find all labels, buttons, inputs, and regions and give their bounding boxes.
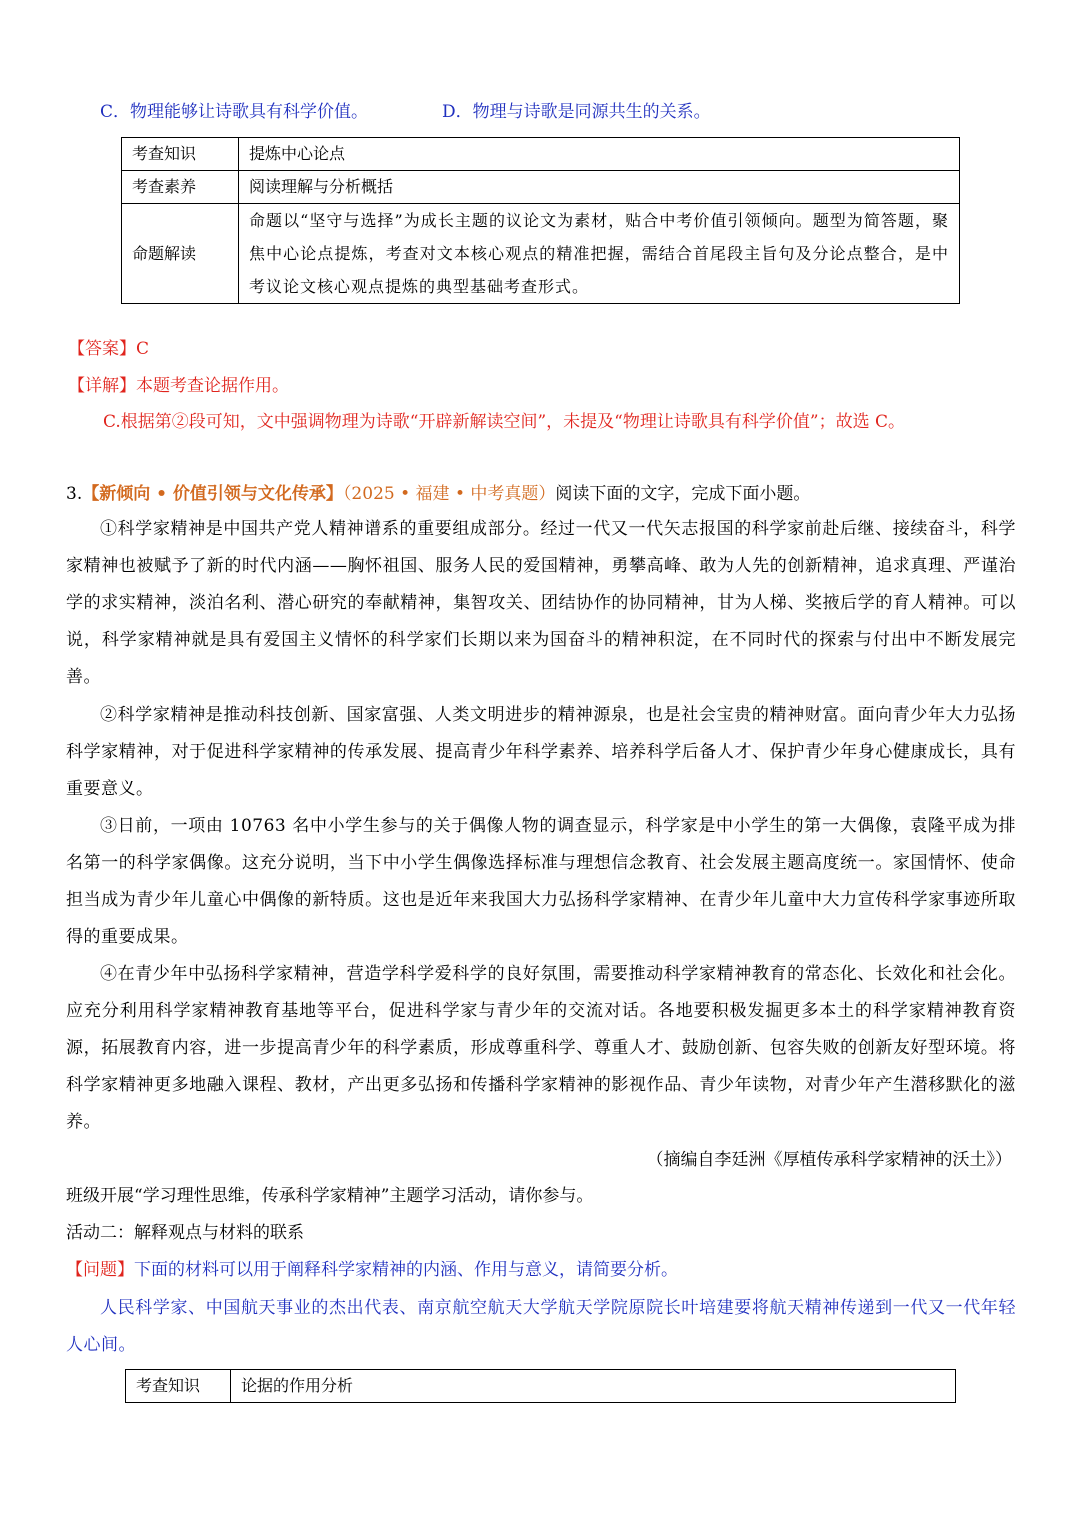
material-text: 人民科学家、中国航天事业的杰出代表、南京航空航天大学航天学院原院长叶培建要将航天精神传递到一代又一代年轻人心间。 [66, 1298, 1016, 1355]
question-number: 3. [66, 484, 83, 504]
table-label: 命题解读 [122, 204, 239, 304]
answer-value: C [136, 339, 150, 359]
detail-explain: C.根据第②段可知，文中强调物理为诗歌“开辟新解读空间”，未提及“物理让诗歌具有科学价值”；故选 C。 [103, 412, 905, 432]
table-value: 阅读理解与分析概括 [239, 171, 960, 204]
table-value: 论据的作用分析 [231, 1370, 956, 1403]
question-text: 下面的材料可以用于阐释科学家精神的内涵、作用与意义，请简要分析。 [134, 1260, 678, 1280]
answer-tag: 【答案】 [68, 339, 136, 359]
analysis-table-1 [121, 137, 960, 304]
table-row [122, 171, 960, 204]
table-label: 考查素养 [122, 171, 239, 204]
table-value: 提炼中心论点 [239, 138, 960, 171]
question-tag: 【新倾向 • 价值引领与文化传承】 [82, 484, 343, 504]
table-label: 考查知识 [122, 138, 239, 171]
passage-paragraph-4: ④在青少年中弘扬科学家精神，营造学科学爱科学的良好氛围，需要推动科学家精神教育的常态化、长效化和社会化。应充分利用科学家精神教育基地等平台，促进科学家与青少年的交流对话。各地要积极发掘更多本土的科学家精神教育资源，拓展教育内容，进一步提高青少年的科学素质，形成尊重科学、尊重人才、鼓励创新、包容失败的创新友好型环境。将科学家精神更多地融入课程、教材，产出更多弘扬和传播科学家精神的影视作品、青少年读物，对青少年产生潜移默化的滋养。 [66, 964, 1016, 1132]
detail-line [68, 374, 289, 398]
table-row [126, 1370, 956, 1403]
question-intro: 阅读下面的文字，完成下面小题。 [555, 484, 811, 504]
detail-tag: 【详解】 [68, 376, 136, 396]
analysis-table-2 [125, 1369, 956, 1403]
answer-line [68, 337, 149, 361]
option-c: C．物理能够让诗歌具有科学价值。 [100, 102, 369, 122]
citation: （摘编自李廷洲《厚植传承科学家精神的沃土》） [646, 1150, 1012, 1170]
passage-paragraph-3: ③日前，一项由 10763 名中小学生参与的关于偶像人物的调查显示，科学家是中小学生的第一大偶像，袁隆平成为排名第一的科学家偶像。这充分说明，当下中小学生偶像选择标准与理想信念教育、社会发展主题高度统一。家国情怀、使命担当成为青少年儿童心中偶像的新特质。这也是近年来我国大力弘扬科学家精神、在青少年儿童中大力宣传科学家事迹所取得的重要成果。 [66, 816, 1016, 947]
table-label: 考查知识 [126, 1370, 231, 1403]
passage-paragraph-1: ①科学家精神是中国共产党人精神谱系的重要组成部分。经过一代又一代矢志报国的科学家前赴后继、接续奋斗，科学家精神也被赋予了新的时代内涵——胸怀祖国、服务人民的爱国精神，勇攀高峰、敢为人先的创新精神，追求真理、严谨治学的求实精神，淡泊名利、潜心研究的奉献精神，集智攻关、团结协作的协同精神，甘为人梯、奖掖后学的育人精神。可以说，科学家精神就是具有爱国主义情怀的科学家们长期以来为国奋斗的精神积淀，在不同时代的探索与付出中不断发展完善。 [66, 519, 1016, 687]
passage-paragraph-2: ②科学家精神是推动科技创新、国家富强、人类文明进步的精神源泉，也是社会宝贵的精神财富。面向青少年大力弘扬科学家精神，对于促进科学家精神的传承发展、提高青少年科学素养、培养科学后备人才、保护青少年身心健康成长，具有重要意义。 [66, 705, 1016, 799]
table-row [122, 204, 960, 304]
question-line [66, 1258, 678, 1282]
table-row [122, 138, 960, 171]
question-source: （2025 • 福建 • 中考真题） [342, 484, 556, 504]
question-3-header [66, 482, 810, 506]
detail-text: 本题考查论据作用。 [136, 376, 289, 396]
question-label: 【问题】 [66, 1260, 134, 1280]
table-value: 命题以“坚守与选择”为成长主题的议论文为素材，贴合中考价值引领倾向。题型为简答题，聚焦中心论点提炼，考查对文本核心观点的精准把握，需结合首尾段主旨句及分论点整合，是中考议论文核心观点提炼的典型基础考查形式。 [239, 204, 960, 304]
activity-2-title: 活动二：解释观点与材料的联系 [66, 1223, 304, 1243]
option-d: D．物理与诗歌是同源共生的关系。 [442, 102, 711, 122]
activity-intro: 班级开展“学习理性思维，传承科学家精神”主题学习活动，请你参与。 [66, 1186, 594, 1206]
